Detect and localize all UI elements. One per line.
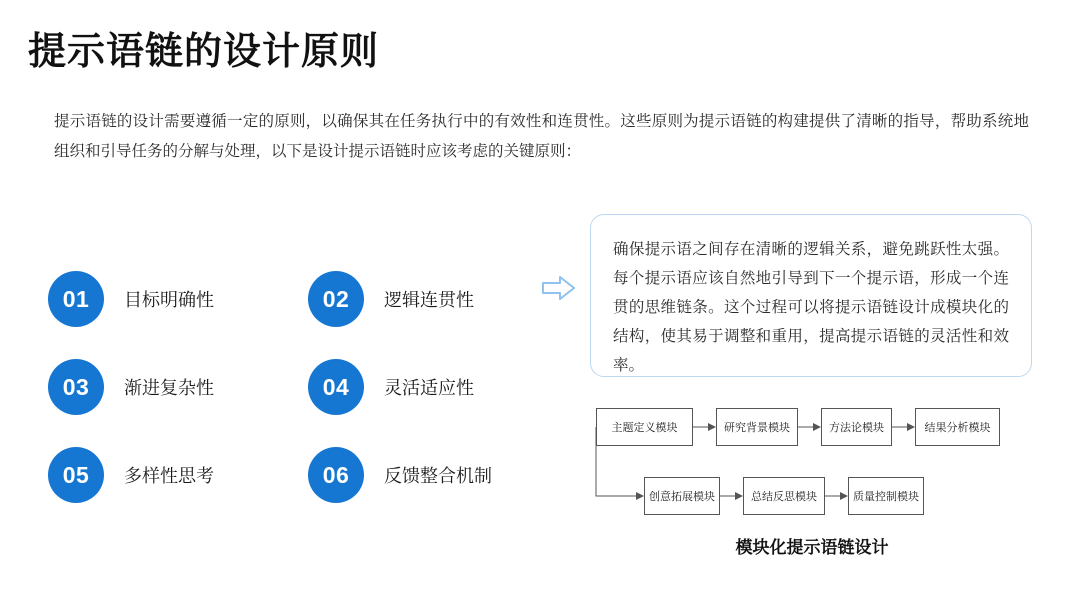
principle-item-01[interactable] bbox=[48, 271, 308, 327]
principle-item-05[interactable] bbox=[48, 447, 308, 503]
flow-node-2[interactable]: 研究背景模块 bbox=[716, 408, 798, 446]
principle-label: 反馈整合机制 bbox=[384, 466, 492, 486]
principle-number-badge: 04 bbox=[308, 359, 364, 415]
principle-item-02[interactable] bbox=[308, 271, 568, 327]
flow-diagram bbox=[586, 396, 1038, 546]
principle-label: 灵活适应性 bbox=[384, 378, 474, 398]
arrow-right-icon bbox=[542, 276, 576, 300]
principle-label: 渐进复杂性 bbox=[124, 378, 214, 398]
flow-node-5[interactable]: 创意拓展模块 bbox=[644, 477, 720, 515]
principle-number-badge: 01 bbox=[48, 271, 104, 327]
principle-number-badge: 03 bbox=[48, 359, 104, 415]
flow-caption: 模块化提示语链设计 bbox=[735, 538, 889, 557]
principles-row bbox=[48, 431, 568, 519]
principle-item-03[interactable] bbox=[48, 359, 308, 415]
principle-label: 逻辑连贯性 bbox=[384, 290, 474, 310]
principle-item-04[interactable] bbox=[308, 359, 568, 415]
flow-node-7[interactable]: 质量控制模块 bbox=[848, 477, 924, 515]
page-title: 提示语链的设计原则 bbox=[28, 31, 380, 73]
principle-number-badge: 05 bbox=[48, 447, 104, 503]
callout-text: 确保提示语之间存在清晰的逻辑关系，避免跳跃性太强。每个提示语应该自然地引导到下一个提示语，形成一个连贯的思维链条。这个过程可以将提示语链设计成模块化的结构，使其易于调整和重用，提高提示语链的灵活性和效率。 bbox=[613, 241, 1009, 374]
callout-box bbox=[590, 214, 1032, 377]
principles-list bbox=[48, 255, 568, 519]
principle-number-badge: 06 bbox=[308, 447, 364, 503]
principle-label: 目标明确性 bbox=[124, 290, 214, 310]
principle-item-06[interactable] bbox=[308, 447, 568, 503]
flow-node-4[interactable]: 结果分析模块 bbox=[915, 408, 1000, 446]
intro-paragraph: 提示语链的设计需要遵循一定的原则，以确保其在任务执行中的有效性和连贯性。这些原则为提示语链的构建提供了清晰的指导，帮助系统地组织和引导任务的分解与处理，以下是设计提示语链时应该考虑的关键原则： bbox=[54, 113, 1029, 160]
principles-row bbox=[48, 343, 568, 431]
principle-number-badge: 02 bbox=[308, 271, 364, 327]
principles-row bbox=[48, 255, 568, 343]
principle-label: 多样性思考 bbox=[124, 466, 214, 486]
flow-node-6[interactable]: 总结反思模块 bbox=[743, 477, 825, 515]
flow-node-3[interactable]: 方法论模块 bbox=[821, 408, 892, 446]
flow-node-1[interactable]: 主题定义模块 bbox=[596, 408, 693, 446]
